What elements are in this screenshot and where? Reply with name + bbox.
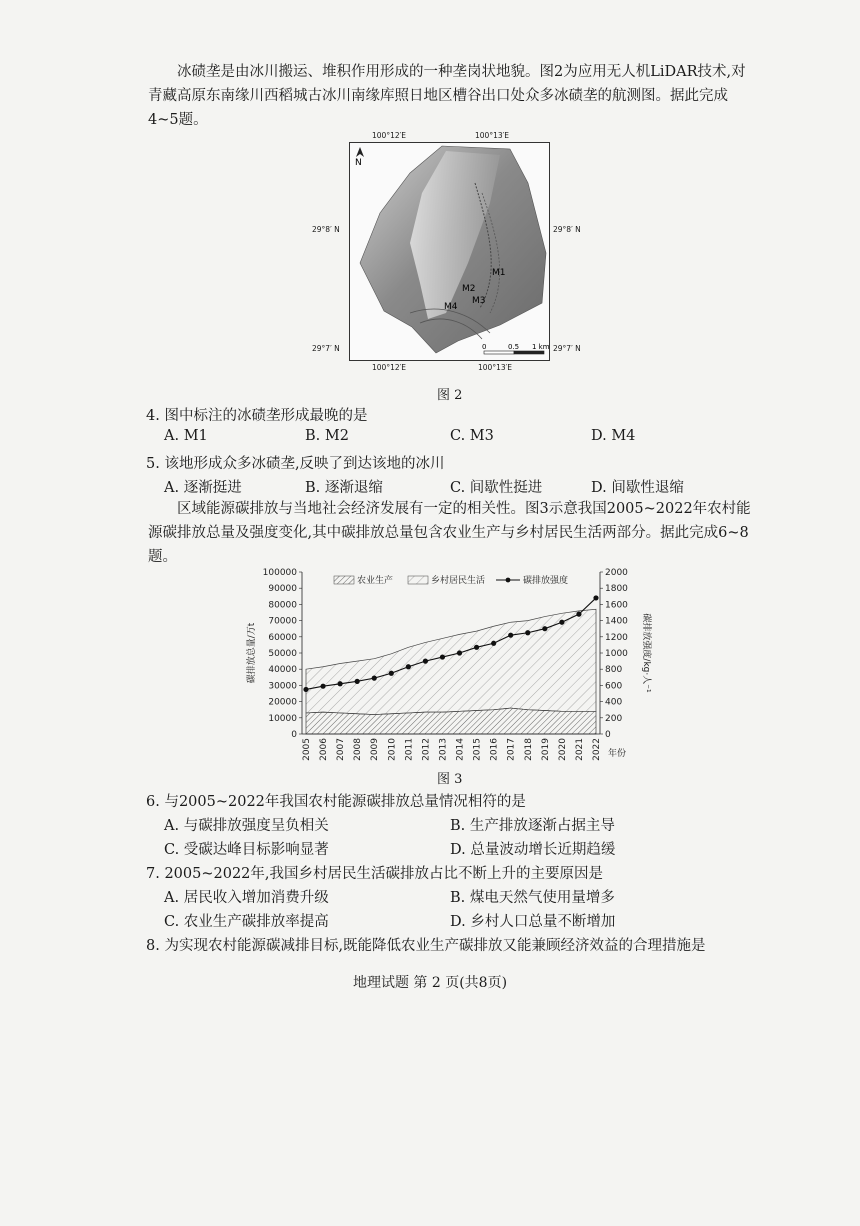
x-tick-label: 2006	[319, 738, 330, 761]
y-tick-label: 10000	[268, 713, 297, 724]
y-right-tick-label: 1000	[605, 649, 628, 659]
intensity-point	[457, 650, 462, 655]
legend-swatch-agriculture	[334, 576, 354, 584]
x-tick-label: 2022	[592, 738, 602, 761]
intensity-point	[593, 595, 598, 600]
map-lon-top-left: 100°12′E	[372, 131, 407, 140]
y-right-tick-label: 1400	[605, 616, 628, 627]
intensity-point	[576, 612, 581, 617]
x-tick-label: 2016	[489, 738, 500, 761]
area-rural-living	[306, 609, 596, 714]
moraine-label-m1: M1	[492, 268, 506, 278]
carbon-emission-chart	[240, 562, 660, 762]
y-right-tick-label: 400	[605, 697, 623, 708]
map-lon-bottom-left: 100°12′E	[372, 363, 407, 372]
y-tick-label: 80000	[268, 600, 297, 611]
legend-marker-intensity	[506, 578, 511, 583]
x-tick-label: 2021	[574, 738, 585, 761]
q4-option-b: B. M2	[305, 428, 349, 444]
map-lat-left-mid: 29°8′ N	[312, 225, 340, 234]
q4-option-a: A. M1	[164, 428, 208, 444]
y-tick-label: 70000	[268, 616, 297, 627]
svg-text:0.5: 0.5	[508, 343, 520, 351]
intensity-point	[389, 671, 394, 676]
q5-option-b: B. 逐渐退缩	[305, 480, 383, 496]
question-5-stem: 5. 该地形成众多冰碛垄,反映了到达该地的冰川	[146, 456, 445, 472]
map-lon-top-right: 100°13′E	[475, 131, 510, 140]
north-arrow-icon	[355, 147, 364, 168]
svg-text:0: 0	[482, 343, 487, 351]
x-axis-title: 年份	[608, 749, 627, 759]
q5-option-c: C. 间歇性挺进	[450, 480, 543, 496]
y-axis-title: 碳排放总量/万t	[247, 622, 257, 684]
x-tick-label: 2009	[370, 738, 381, 761]
x-tick-label: 2017	[506, 738, 517, 761]
moraine-label-m4: M4	[444, 302, 458, 312]
scale-bar	[482, 343, 549, 354]
y-right-axis-title: 碳排放强度/kg·人⁻¹	[641, 613, 651, 693]
question-8-stem: 8. 为实现农村能源碳减排目标,既能降低农业生产碳排放又能兼顾经济效益的合理措施是	[146, 938, 706, 954]
map-lat-right-bottom: 29°7′ N	[553, 344, 581, 353]
intensity-point	[355, 679, 360, 684]
intensity-point	[303, 687, 308, 692]
x-tick-label: 2007	[336, 738, 347, 761]
q4-option-d: D. M4	[591, 428, 636, 444]
y-tick-label: 50000	[268, 649, 297, 659]
x-tick-label: 2005	[302, 738, 312, 761]
y-tick-label: 90000	[268, 584, 297, 595]
intensity-point	[542, 626, 547, 631]
intro-paragraph-carbon: 区域能源碳排放与当地社会经济发展有一定的相关性。图3示意我国2005~2022年农村能源碳排放总量及强度变化,其中碳排放总量包含农业生产与乡村居民生活两部分。据此完成6~8题。	[148, 501, 751, 565]
map-lon-bottom-right: 100°13′E	[478, 363, 513, 372]
y-tick-label: 20000	[268, 697, 297, 708]
intro-paragraph-glacier: 冰碛垄是由冰川搬运、堆积作用形成的一种垄岗状地貌。图2为应用无人机LiDAR技术,对青藏高原东南缘川西稻城古冰川南缘库照日地区槽谷出口处众多冰碛垄的航测图。据此完成4~5题。	[148, 64, 746, 128]
q7-option-c: C. 农业生产碳排放率提高	[164, 914, 329, 930]
y-right-tick-label: 1800	[605, 584, 628, 595]
intensity-point	[508, 633, 513, 638]
q6-option-c: C. 受碳达峰目标影响显著	[164, 842, 329, 858]
x-tick-label: 2020	[557, 738, 568, 761]
q5-option-a: A. 逐渐挺进	[164, 480, 242, 496]
y-tick-label: 30000	[268, 681, 297, 692]
page-footer: 地理试题 第 2 页(共8页)	[352, 975, 508, 991]
x-tick-label: 2018	[523, 738, 534, 761]
x-tick-label: 2010	[387, 738, 398, 761]
question-6-stem: 6. 与2005~2022年我国农村能源碳排放总量情况相符的是	[146, 794, 526, 810]
question-7-stem: 7. 2005~2022年,我国乡村居民生活碳排放占比不断上升的主要原因是	[146, 866, 604, 882]
glacier-moraine-map	[349, 142, 550, 361]
y-right-tick-label: 2000	[605, 568, 628, 578]
x-tick-label: 2014	[455, 738, 466, 761]
intensity-point	[338, 681, 343, 686]
intensity-point	[559, 620, 564, 625]
question-4-stem: 4. 图中标注的冰碛垄形成最晚的是	[146, 408, 368, 424]
legend-label-living: 乡村居民生活	[431, 576, 486, 586]
intensity-point	[320, 684, 325, 689]
map-lat-right-mid: 29°8′ N	[553, 225, 581, 234]
figure-3-caption: 图 3	[437, 772, 463, 787]
y-right-tick-label: 0	[605, 730, 611, 740]
q7-option-b: B. 煤电天然气使用量增多	[450, 890, 615, 906]
x-tick-label: 2013	[438, 738, 449, 761]
q6-option-b: B. 生产排放逐渐占据主导	[450, 818, 615, 834]
legend-label-intensity: 碳排放强度	[523, 576, 569, 586]
x-tick-label: 2015	[472, 738, 483, 761]
y-tick-label: 0	[291, 730, 297, 740]
intensity-point	[423, 659, 428, 664]
x-tick-label: 2011	[404, 738, 415, 761]
q5-option-d: D. 间歇性退缩	[591, 480, 684, 496]
q4-option-c: C. M3	[450, 428, 494, 444]
q7-option-a: A. 居民收入增加消费升级	[164, 890, 329, 906]
y-right-tick-label: 1200	[605, 632, 628, 643]
y-tick-label: 40000	[268, 665, 297, 676]
x-tick-label: 2008	[353, 738, 364, 761]
x-tick-label: 2019	[540, 738, 551, 761]
moraine-label-m3: M3	[472, 296, 486, 306]
y-right-tick-label: 800	[605, 665, 623, 676]
x-tick-label: 2012	[421, 738, 432, 761]
y-right-tick-label: 600	[605, 681, 623, 692]
q7-option-d: D. 乡村人口总量不断增加	[450, 914, 616, 930]
map-terrain	[350, 143, 549, 360]
q6-option-d: D. 总量波动增长近期趋缓	[450, 842, 616, 858]
intensity-point	[440, 654, 445, 659]
y-right-tick-label: 200	[605, 713, 623, 724]
intensity-point	[372, 676, 377, 681]
svg-text:1 km: 1 km	[532, 343, 549, 351]
legend-swatch-living	[408, 576, 428, 584]
intensity-point	[474, 645, 479, 650]
intensity-point	[406, 664, 411, 669]
legend-label-agriculture: 农业生产	[357, 576, 394, 586]
map-lat-left-bottom: 29°7′ N	[312, 344, 340, 353]
intensity-point	[525, 630, 530, 635]
moraine-label-m2: M2	[462, 284, 476, 294]
figure-2-caption: 图 2	[437, 388, 463, 403]
svg-text:N: N	[355, 158, 362, 168]
y-right-tick-label: 1600	[605, 600, 628, 611]
intensity-point	[491, 641, 496, 646]
q6-option-a: A. 与碳排放强度呈负相关	[164, 818, 329, 834]
y-tick-label: 60000	[268, 632, 297, 643]
y-tick-label: 100000	[262, 568, 297, 578]
